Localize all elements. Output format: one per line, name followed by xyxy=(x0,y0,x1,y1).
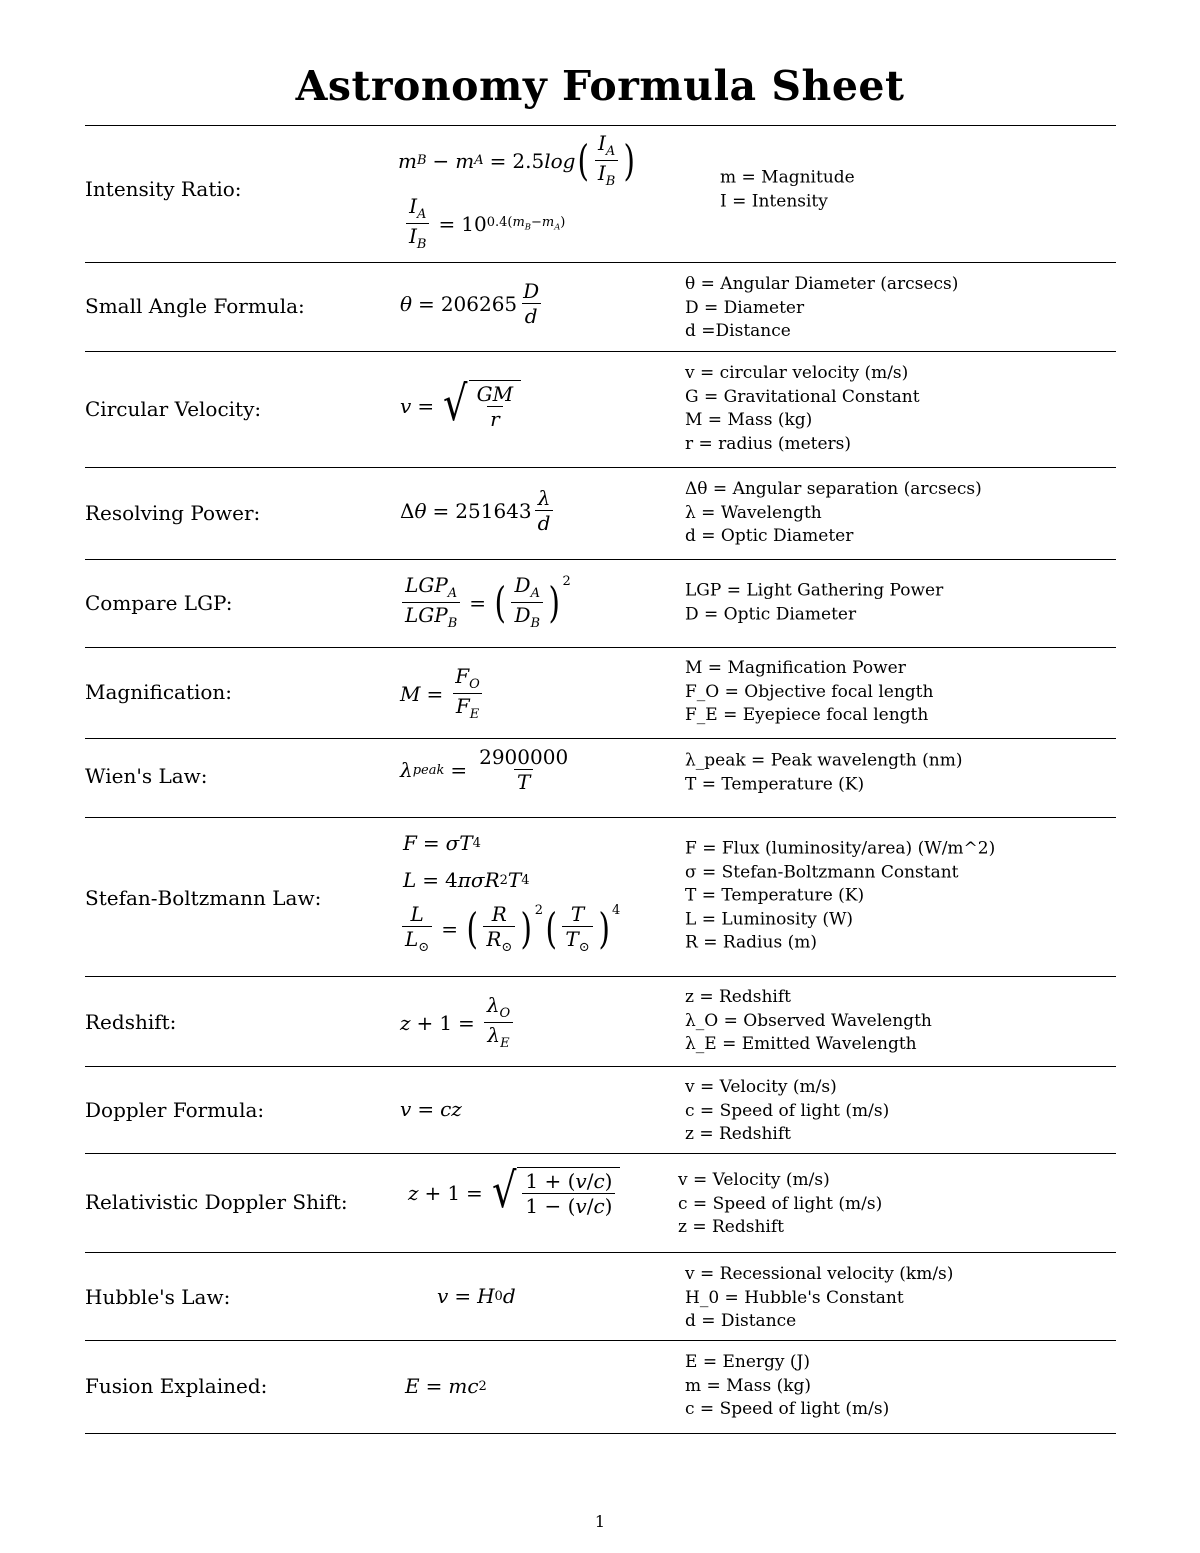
row-label: Circular Velocity: xyxy=(85,397,262,421)
variable-descriptions: LGP = Light Gathering Power D = Optic Diameter xyxy=(685,580,944,624)
divider xyxy=(85,125,1116,126)
formula: L = 4 πσR 2 T 4 xyxy=(403,868,530,892)
row-label: Small Angle Formula: xyxy=(85,294,305,318)
row-label: Wien's Law: xyxy=(85,764,208,788)
variable-descriptions: v = Recessional velocity (km/s) H_0 = Hubble's Constant d = Distance xyxy=(685,1263,954,1331)
divider xyxy=(85,738,1116,739)
variable-descriptions: λ_peak = Peak wavelength (nm) T = Temperature (K) xyxy=(685,750,963,794)
variable-descriptions: Δθ = Angular separation (arcsecs) λ = Wavelength d = Optic Diameter xyxy=(685,478,982,546)
row-label: Intensity Ratio: xyxy=(85,177,242,201)
variable-descriptions: v = Velocity (m/s) c = Speed of light (m/s) z = Redshift xyxy=(678,1169,883,1237)
divider xyxy=(85,1252,1116,1253)
formula: v = √ $\frac{GM}{r}$ xyxy=(400,380,521,431)
formula: F = σT 4 xyxy=(403,831,481,855)
row-label: Fusion Explained: xyxy=(85,1374,268,1398)
formula: z + 1 = √ $\frac{1 + (v/c)}{1 - (v/c)}$ xyxy=(408,1167,620,1218)
variable-descriptions: v = circular velocity (m/s) G = Gravitational Constant M = Mass (kg) r = radius (meters) xyxy=(685,363,920,454)
variable-descriptions: F = Flux (luminosity/area) (W/m^2) σ = Stefan-Boltzmann Constant T = Temperature (K) L = Luminosity (W) R = Radius (m) xyxy=(685,838,996,953)
formula: E = mc 2 xyxy=(405,1374,487,1398)
divider xyxy=(85,1066,1116,1067)
variable-descriptions: z = Redshift λ_O = Observed Wavelength λ_E = Emitted Wavelength xyxy=(685,986,932,1054)
divider xyxy=(85,817,1116,818)
divider xyxy=(85,262,1116,263)
formula: m B − m A = 2.5 log ( $\frac{I_A}{I_B}$ ) xyxy=(398,131,636,189)
formula: $\frac{I_A}{I_B}$ = 10 $0.4(m_B-m_A)$ xyxy=(403,194,565,253)
variable-descriptions: E = Energy (J) m = Mass (kg) c = Speed of light (m/s) xyxy=(685,1351,890,1419)
row-label: Stefan-Boltzmann Law: xyxy=(85,886,322,910)
row-label: Redshift: xyxy=(85,1010,177,1034)
divider xyxy=(85,1433,1116,1434)
row-label: Magnification: xyxy=(85,680,233,704)
formula: z + 1 = $\frac{\lambda_O}{\lambda_E}$ xyxy=(400,994,516,1052)
formula: θ = 206265 $\frac{D}{d}$ xyxy=(400,279,540,328)
row-label: Doppler Formula: xyxy=(85,1098,265,1122)
divider xyxy=(85,1153,1116,1154)
variable-descriptions: m = Magnitude I = Intensity xyxy=(720,167,855,211)
formula: v = H 0 d xyxy=(437,1284,516,1308)
divider xyxy=(85,647,1116,648)
row-label: Resolving Power: xyxy=(85,501,261,525)
divider xyxy=(85,559,1116,560)
formula: $\frac{LGP_A}{LGP_B}$ = ( $\frac{D_A}{D_B}$ ) $^2$ xyxy=(399,573,571,632)
formula: Δ θ = 251643 $\frac{\lambda}{d}$ xyxy=(400,487,556,535)
divider xyxy=(85,351,1116,352)
formula: $\frac{L}{L_⊙}$ = ( $\frac{R}{R_⊙}$ ) $^2$ ( $\frac{T}{T_⊙}$ ) $^4$ xyxy=(399,902,620,956)
row-label: Relativistic Doppler Shift: xyxy=(85,1190,348,1214)
divider xyxy=(85,976,1116,977)
formula: M = $\frac{F_O}{F_E}$ xyxy=(400,665,486,723)
page-title: Astronomy Formula Sheet xyxy=(295,62,905,110)
row-label: Compare LGP: xyxy=(85,591,233,615)
divider xyxy=(85,1340,1116,1341)
row-label: Hubble's Law: xyxy=(85,1285,231,1309)
page-number: 1 xyxy=(594,1512,606,1531)
variable-descriptions: θ = Angular Diameter (arcsecs) D = Diameter d =Distance xyxy=(685,273,959,341)
variable-descriptions: M = Magnification Power F_O = Objective focal length F_E = Eyepiece focal length xyxy=(685,657,934,725)
variable-descriptions: v = Velocity (m/s) c = Speed of light (m/s) z = Redshift xyxy=(685,1076,890,1144)
formula: v = cz xyxy=(400,1097,462,1121)
formula: λ peak = $\frac{2900000}{T}$ xyxy=(400,745,569,794)
divider xyxy=(85,467,1116,468)
